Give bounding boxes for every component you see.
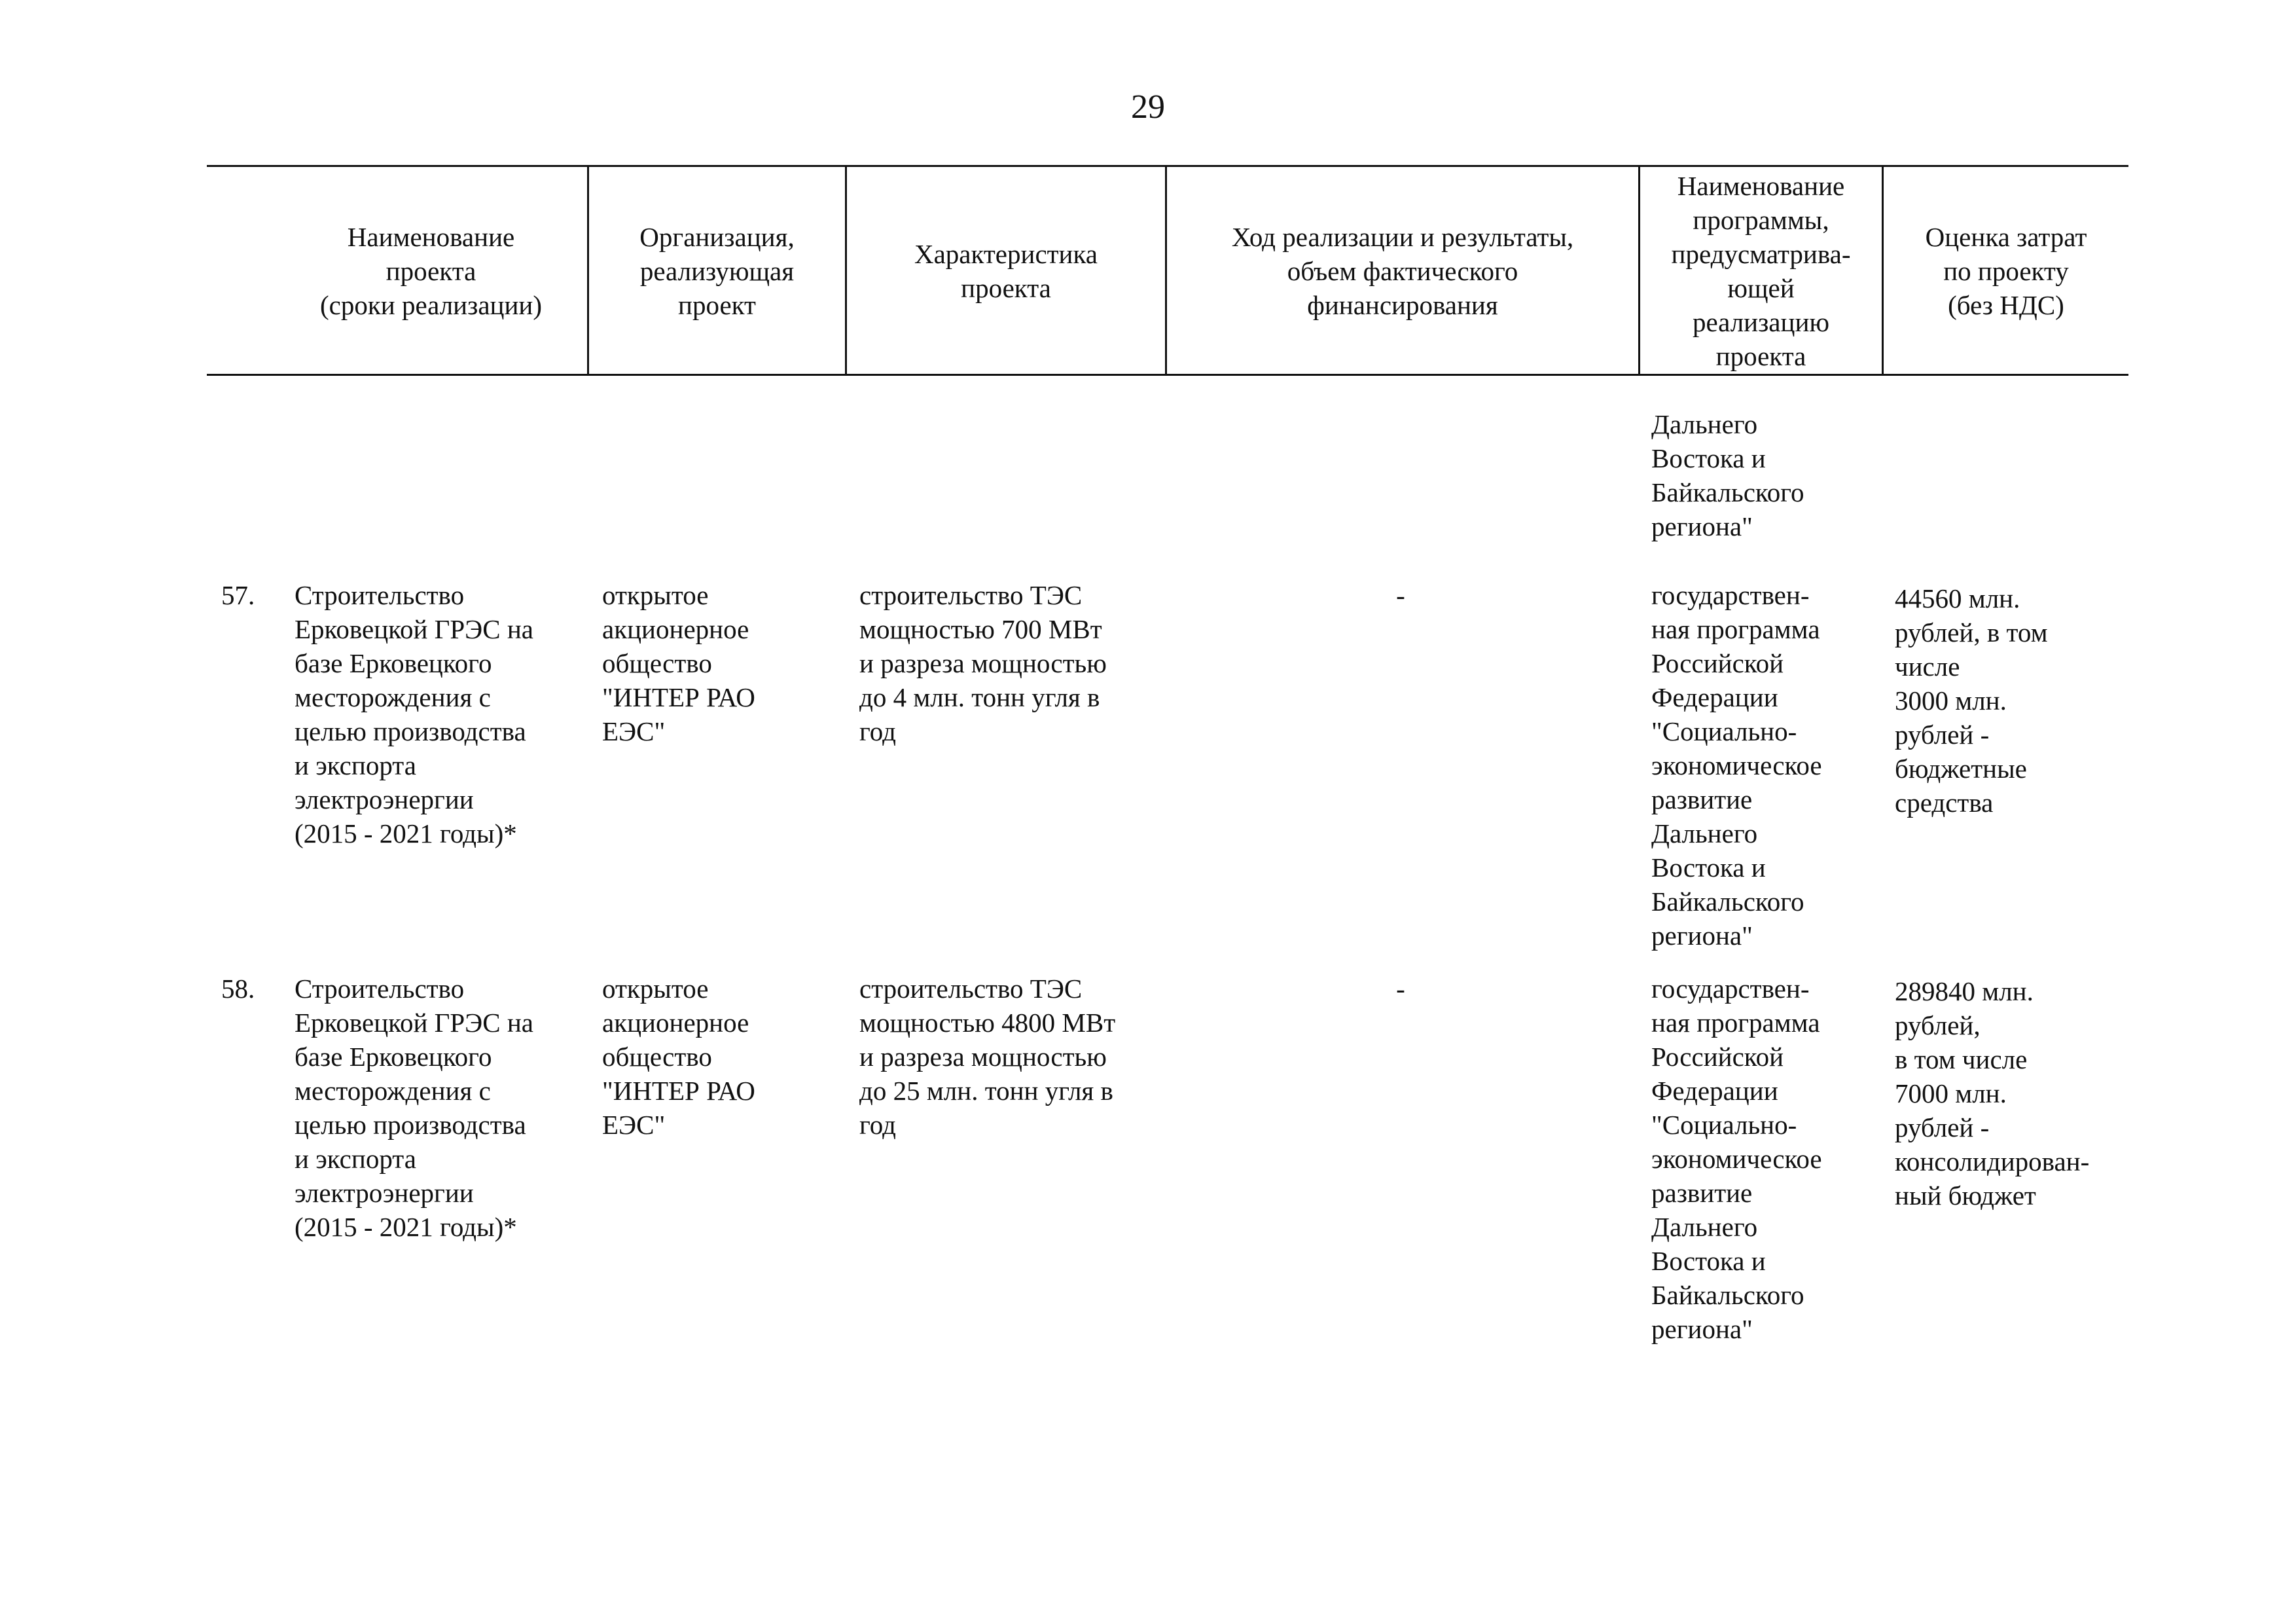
header-progress (1167, 167, 1638, 375)
header-characteristic (847, 167, 1165, 375)
cost: 44560 млн. рублей, в том числе 3000 млн. рублей - бюджетные средства (1895, 583, 2048, 818)
organization: открытое акционерное общество "ИНТЕР РАО ЕЭС" (602, 580, 755, 746)
header-cost-text: Оценка затрат по проекту (без НДС) (1925, 222, 2087, 320)
header-project-name (275, 167, 587, 375)
organization: открытое акционерное общество "ИНТЕР РАО ЕЭС" (602, 974, 755, 1140)
project-name: Строительство Ерковецкой ГРЭС на базе Ерковецкого месторождения с целью производства и экспорта электроэнергии (2015 - 2021 годы)* (295, 974, 533, 1242)
header-project-name-text: Наименование проекта (сроки реализации) (320, 222, 542, 320)
header-organization (589, 167, 845, 375)
row-number: 58. (221, 974, 255, 1004)
characteristic: строительство ТЭС мощностью 700 МВт и разреза мощностью до 4 млн. тонн угля в год (859, 580, 1107, 746)
row-number: 57. (221, 580, 255, 610)
progress: - (1396, 974, 1405, 1004)
continuation-program: Дальнего Востока и Байкальского региона" (1651, 409, 1804, 541)
program: государствен- ная программа Российской Федерации "Социально- экономическое развитие Дальнего Востока и Байкальского региона" (1651, 580, 1822, 951)
page-number: 29 (1131, 88, 1165, 126)
header-cost (1884, 167, 2128, 375)
progress: - (1396, 580, 1405, 610)
characteristic: строительство ТЭС мощностью 4800 МВт и разреза мощностью до 25 млн. тонн угля в год (859, 974, 1116, 1140)
header-organization-text: Организация, реализующая проект (639, 222, 795, 320)
header-program-text: Наименование программы, предусматрива- ющей реализацию проекта (1671, 171, 1851, 371)
program: государствен- ная программа Российской Федерации "Социально- экономическое развитие Дальнего Востока и Байкальского региона" (1651, 974, 1822, 1344)
header-program (1640, 167, 1882, 375)
header-characteristic-text: Характеристика проекта (914, 239, 1098, 303)
header-progress-text: Ход реализации и результаты, объем фактического финансирования (1231, 222, 1574, 320)
project-name: Строительство Ерковецкой ГРЭС на базе Ерковецкого месторождения с целью производства и экспорта электроэнергии (2015 - 2021 годы)* (295, 580, 533, 848)
cost: 289840 млн. рублей, в том числе 7000 млн. рублей - консолидирован- ный бюджет (1895, 976, 2090, 1211)
